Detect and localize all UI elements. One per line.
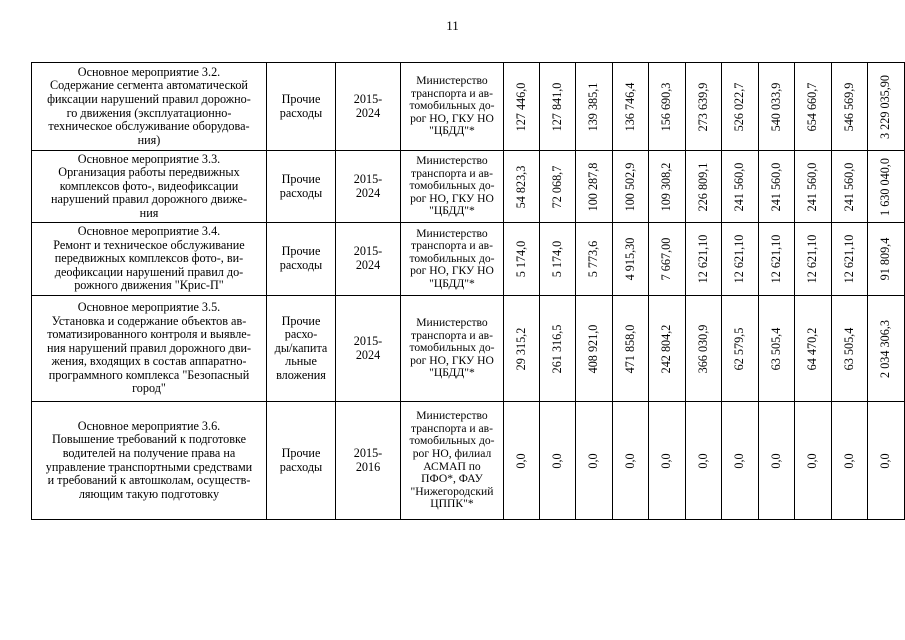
value-text: 0,0 (513, 452, 528, 469)
value-text: 4 915,30 (622, 237, 637, 281)
text-line: Основное мероприятие 3.4. (77, 224, 221, 239)
value-text: 127 446,0 (513, 82, 528, 131)
text-line: 2015- (353, 171, 383, 186)
text-line: программного комплекса "Безопасный (48, 367, 250, 382)
text-line: Установка и содержание объектов ав- (51, 313, 247, 328)
text-line: 2024 (355, 347, 381, 362)
year-value-cell (795, 151, 832, 223)
executor-cell (401, 151, 504, 223)
year-value-cell (722, 296, 759, 402)
year-value-cell (576, 223, 613, 296)
year-value-cell (613, 296, 649, 402)
value-text: 0,0 (659, 452, 674, 469)
value-text: 241 560,0 (805, 162, 820, 211)
text-line: ляющим такую подготовку (78, 486, 220, 501)
text-line: вложения (276, 367, 326, 382)
value-text: 63 505,4 (768, 327, 783, 370)
year-value-cell (540, 151, 576, 223)
text-line: рог НО, филиал (412, 446, 492, 460)
value-text: 540 033,9 (768, 82, 783, 131)
value-text: 226 809,1 (695, 162, 710, 211)
period-cell (336, 223, 401, 296)
text-line: томобильных до- (409, 341, 495, 355)
value-text: 241 560,0 (732, 162, 747, 211)
year-value-cell (504, 63, 540, 151)
year-value-cell (576, 63, 613, 151)
text-line: 2015- (353, 91, 383, 106)
value-text: 261 316,5 (549, 324, 564, 373)
value-text: 5 174,0 (549, 240, 564, 278)
year-value-cell (576, 402, 613, 520)
year-value-cell (686, 223, 722, 296)
value-text: 241 560,0 (768, 162, 783, 211)
text-line: и требований к автошколам, осуществ- (47, 473, 251, 488)
text-line: "ЦБДД"* (429, 204, 475, 218)
expense-type-cell (267, 296, 336, 402)
value-text: 3 229 035,90 (878, 74, 893, 139)
expense-type-cell (267, 63, 336, 151)
year-value-cell (832, 402, 868, 520)
total-value-cell (868, 402, 905, 520)
text-line: Организация работы передвижных (58, 165, 240, 180)
year-value-cell (649, 296, 686, 402)
year-value-cell (613, 63, 649, 151)
period-cell (336, 296, 401, 402)
text-line: Прочие (281, 91, 321, 106)
text-line: томатизированного контроля и выявле- (47, 327, 251, 342)
year-value-cell (504, 402, 540, 520)
year-value-cell (722, 402, 759, 520)
executor-cell (401, 402, 504, 520)
text-line: рог НО, ГКУ НО (410, 111, 494, 125)
value-text: 91 809,4 (878, 237, 893, 281)
text-line: расходы (279, 185, 323, 200)
year-value-cell (613, 151, 649, 223)
text-line: Министерство (416, 409, 488, 423)
text-line: 2015- (353, 244, 383, 259)
activity-description-cell (32, 223, 267, 296)
text-line: Министерство (416, 226, 488, 240)
text-line: передвижных комплексов фото-, ви- (54, 251, 244, 266)
text-line: жения, входящих в состав аппаратно- (51, 354, 247, 369)
text-line: томобильных до- (409, 99, 495, 113)
text-line: техническое обслуживание оборудова- (48, 119, 250, 134)
value-text: 471 858,0 (622, 324, 637, 373)
text-line: ды/капита (274, 340, 328, 355)
year-value-cell (832, 223, 868, 296)
text-line: расходы (279, 258, 323, 272)
value-text: 0,0 (622, 452, 637, 469)
value-text: 63 505,4 (841, 327, 856, 370)
value-text: 62 579,5 (732, 327, 747, 370)
year-value-cell (504, 296, 540, 402)
budget-table (31, 62, 905, 520)
value-text: 54 823,3 (513, 165, 528, 208)
year-value-cell (686, 151, 722, 223)
text-line: рожного движения "Крис-П" (74, 278, 224, 293)
text-line: льные (285, 354, 317, 369)
year-value-cell (649, 223, 686, 296)
year-value-cell (613, 223, 649, 296)
value-text: 139 385,1 (586, 82, 601, 131)
text-line: комплексов фото-, видеофиксации (59, 178, 239, 193)
value-text: 12 621,10 (841, 234, 856, 284)
text-line: деофиксации нарушений правил до- (54, 264, 244, 279)
activity-description-cell (32, 402, 267, 520)
activity-description-cell (32, 63, 267, 151)
value-text: 0,0 (878, 452, 893, 469)
year-value-cell (576, 151, 613, 223)
text-line: Министерство (416, 74, 488, 88)
value-text: 546 569,9 (841, 82, 856, 131)
expense-type-cell (267, 402, 336, 520)
text-line: Прочие (281, 445, 321, 460)
year-value-cell (504, 151, 540, 223)
text-line: фиксации нарушений правил дорожно- (47, 91, 251, 106)
value-text: 72 068,7 (549, 165, 564, 208)
text-line: транспорта и ав- (411, 166, 493, 180)
text-line: Основное мероприятие 3.5. (77, 299, 221, 314)
year-value-cell (795, 63, 832, 151)
text-line: 2024 (355, 185, 381, 200)
text-line: город" (132, 381, 166, 396)
year-value-cell (795, 402, 832, 520)
text-line: Прочие (281, 171, 321, 186)
text-line: Содержание сегмента автоматической (50, 78, 248, 93)
year-value-cell (832, 296, 868, 402)
text-line: Повышение требований к подготовке (51, 432, 247, 447)
value-text: 242 804,2 (659, 324, 674, 373)
value-text: 0,0 (841, 452, 856, 469)
value-text: 408 921,0 (586, 324, 601, 373)
text-line: рог НО, ГКУ НО (410, 353, 494, 367)
value-text: 0,0 (805, 452, 820, 469)
text-line: транспорта и ав- (411, 239, 493, 253)
value-text: 127 841,0 (549, 82, 564, 131)
year-value-cell (686, 63, 722, 151)
year-value-cell (722, 151, 759, 223)
text-line: ния) (137, 132, 161, 147)
text-line: ния нарушений правил дорожного дви- (46, 340, 252, 355)
value-text: 136 746,4 (622, 82, 637, 131)
value-text: 241 560,0 (841, 162, 856, 211)
value-text: 12 621,10 (732, 234, 747, 284)
year-value-cell (759, 402, 795, 520)
text-line: ЦППК"* (430, 497, 474, 511)
value-text: 109 308,2 (659, 162, 674, 211)
value-text: 273 639,9 (695, 82, 710, 131)
year-value-cell (540, 223, 576, 296)
value-text: 0,0 (695, 452, 710, 469)
text-line: томобильных до- (409, 434, 495, 448)
text-line: 2016 (355, 459, 381, 474)
period-cell (336, 63, 401, 151)
year-value-cell (759, 151, 795, 223)
table-row (32, 402, 905, 520)
text-line: "ЦБДД"* (429, 366, 475, 380)
year-value-cell (722, 223, 759, 296)
year-value-cell (540, 296, 576, 402)
year-value-cell (649, 151, 686, 223)
table-row (32, 151, 905, 223)
text-line: ПФО*, ФАУ (421, 472, 483, 486)
table-row (32, 63, 905, 151)
text-line: "Нижегородский (410, 484, 494, 498)
year-value-cell (759, 223, 795, 296)
text-line: транспорта и ав- (411, 421, 493, 435)
executor-cell (401, 223, 504, 296)
text-line: 2015- (353, 333, 383, 348)
total-value-cell (868, 296, 905, 402)
text-line: го движения (эксплуатационно- (66, 105, 232, 120)
text-line: АСМАП по (423, 459, 481, 473)
text-line: транспорта и ав- (411, 86, 493, 100)
total-value-cell (868, 223, 905, 296)
text-line: 2024 (355, 258, 381, 272)
value-text: 100 287,8 (586, 162, 601, 211)
year-value-cell (832, 63, 868, 151)
value-text: 0,0 (732, 452, 747, 469)
total-value-cell (868, 151, 905, 223)
text-line: "ЦБДД"* (429, 124, 475, 138)
text-line: водителей на получение права на (62, 445, 236, 460)
value-text: 12 621,10 (695, 234, 710, 284)
year-value-cell (576, 296, 613, 402)
text-line: транспорта и ав- (411, 328, 493, 342)
year-value-cell (504, 223, 540, 296)
text-line: расходы (279, 459, 323, 474)
value-text: 7 667,00 (659, 237, 674, 281)
value-text: 12 621,10 (805, 234, 820, 284)
year-value-cell (759, 296, 795, 402)
value-text: 366 030,9 (695, 324, 710, 373)
text-line: "ЦБДД"* (429, 276, 475, 290)
value-text: 64 470,2 (805, 327, 820, 370)
value-text: 0,0 (549, 452, 564, 469)
year-value-cell (722, 63, 759, 151)
text-line: рог НО, ГКУ НО (410, 191, 494, 205)
page-number: 11 (446, 18, 459, 33)
table-row (32, 296, 905, 402)
year-value-cell (795, 296, 832, 402)
period-cell (336, 151, 401, 223)
value-text: 100 502,9 (622, 162, 637, 211)
text-line: рог НО, ГКУ НО (410, 264, 494, 278)
expense-type-cell (267, 151, 336, 223)
text-line: Основное мероприятие 3.6. (77, 418, 221, 433)
year-value-cell (649, 402, 686, 520)
total-value-cell (868, 63, 905, 151)
value-text: 526 022,7 (732, 82, 747, 131)
executor-cell (401, 63, 504, 151)
text-line: Основное мероприятие 3.3. (77, 151, 221, 166)
year-value-cell (832, 151, 868, 223)
value-text: 0,0 (586, 452, 601, 469)
year-value-cell (613, 402, 649, 520)
value-text: 5 174,0 (513, 240, 528, 278)
value-text: 12 621,10 (768, 234, 783, 284)
executor-cell (401, 296, 504, 402)
value-text: 5 773,6 (586, 240, 601, 278)
value-text: 1 630 040,0 (878, 157, 893, 216)
year-value-cell (686, 402, 722, 520)
activity-description-cell (32, 151, 267, 223)
text-line: нарушений правил дорожного движе- (50, 192, 248, 207)
value-text: 156 690,3 (659, 82, 674, 131)
text-line: Основное мероприятие 3.2. (77, 64, 221, 79)
year-value-cell (795, 223, 832, 296)
period-cell (336, 402, 401, 520)
text-line: Министерство (416, 316, 488, 330)
year-value-cell (686, 296, 722, 402)
text-line: Ремонт и техническое обслуживание (53, 237, 245, 252)
text-line: 2024 (355, 105, 381, 120)
table-row (32, 223, 905, 296)
text-line: ния (139, 205, 159, 220)
activity-description-cell (32, 296, 267, 402)
text-line: Министерство (416, 154, 488, 168)
value-text: 2 034 306,3 (878, 319, 893, 378)
text-line: Прочие (281, 244, 321, 259)
text-line: расходы (279, 105, 323, 120)
text-line: томобильных до- (409, 251, 495, 265)
year-value-cell (649, 63, 686, 151)
expense-type-cell (267, 223, 336, 296)
text-line: управление транспортными средствами (45, 459, 253, 474)
year-value-cell (540, 402, 576, 520)
year-value-cell (540, 63, 576, 151)
text-line: 2015- (353, 445, 383, 460)
value-text: 29 315,2 (513, 327, 528, 370)
text-line: Прочие (281, 313, 321, 328)
text-line: томобильных до- (409, 179, 495, 193)
text-line: расхо- (284, 327, 318, 342)
year-value-cell (759, 63, 795, 151)
value-text: 0,0 (768, 452, 783, 469)
value-text: 654 660,7 (805, 82, 820, 131)
